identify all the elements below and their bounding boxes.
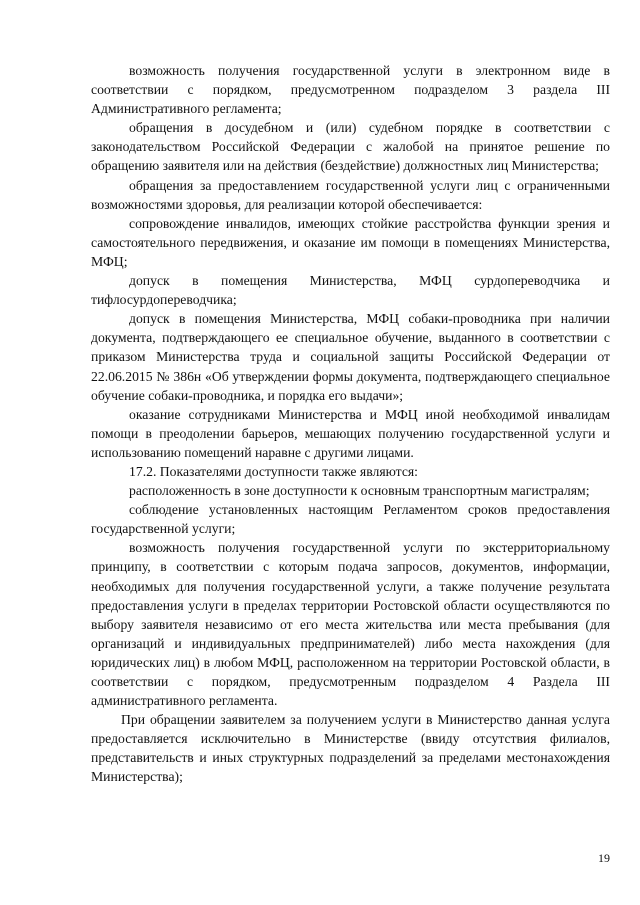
- paragraph-electronic-form: возможность получения государственной услуги в электронном виде в соответствии с порядком, предусмотренном подразделом 3 раздела III Административного регламента;: [91, 63, 610, 117]
- paragraph-escort-assistance: сопровождение инвалидов, имеющих стойкие расстройства функции зрения и самостоятельного передвижения, и оказание им помощи в помещениях Министерства, МФЦ;: [91, 215, 610, 269]
- paragraph-guide-dog: допуск в помещения Министерства, МФЦ собаки-проводника при наличии документа, подтверждающего ее специальное обучение, выданного в соответствии с приказом Министерства труда и социальной защиты Российской Федерации от 22.06.2015 № 386н «Об утверждении формы документа, подтверждающего специальное обучение собаки-проводника, и порядка его выдачи»;: [91, 311, 610, 403]
- paragraph-section-17-2: 17.2. Показателями доступности также являются:: [129, 463, 418, 479]
- paragraph-extraterritorial: возможность получения государственной услуги по экстерриториальному принципу, в соответствии с которым подача запросов, документов, информации, необходимых для получения государственной услуги, а также получение результата предоставления услуги в пределах территории Ростовской области осуществляются по выбору заявителя независимо от его места жительства или места пребывания (для организаций и индивидуальных предпринимателей) либо места нахождения (для юридических лиц) в любом МФЦ, расположенном на территории Ростовской области, в соответствии с порядком, предусмотренным подразделом 4 Раздела III административного регламента.: [91, 540, 610, 709]
- paragraph-appeal-procedure: обращения в досудебном и (или) судебном порядке в соответствии с законодательством Российской Федерации с жалобой на принятое решение по обращению заявителя или на действия (бездействие) должностных лиц Министерства;: [91, 120, 610, 174]
- paragraph-ministry-only: При обращении заявителем за получением услуги в Министерство данная услуга предоставляется исключительно в Министерстве (ввиду отсутствия филиалов, представительств и иных структурных подразделений за пределами местонахождения Министерства);: [91, 712, 610, 785]
- paragraph-sign-interpreter: допуск в помещения Министерства, МФЦ сурдопереводчика и тифлосурдопереводчика;: [91, 273, 610, 308]
- paragraph-staff-assistance: оказание сотрудниками Министерства и МФЦ иной необходимой инвалидам помощи в преодолении барьеров, мешающих получению государственной услуги и использованию помещений наравне с другими лицами.: [91, 406, 610, 460]
- page-body: [91, 61, 610, 787]
- paragraph-transport-access: расположенность в зоне доступности к основным транспортным магистралям;: [129, 483, 590, 499]
- page-number: 19: [598, 851, 610, 865]
- paragraph-disabled-access: обращения за предоставлением государственной услуги лиц с ограниченными возможностями здоровья, для реализации которой обеспечивается:: [91, 177, 610, 212]
- paragraph-deadlines: соблюдение установленных настоящим Регламентом сроков предоставления государственной услуги;: [91, 502, 610, 537]
